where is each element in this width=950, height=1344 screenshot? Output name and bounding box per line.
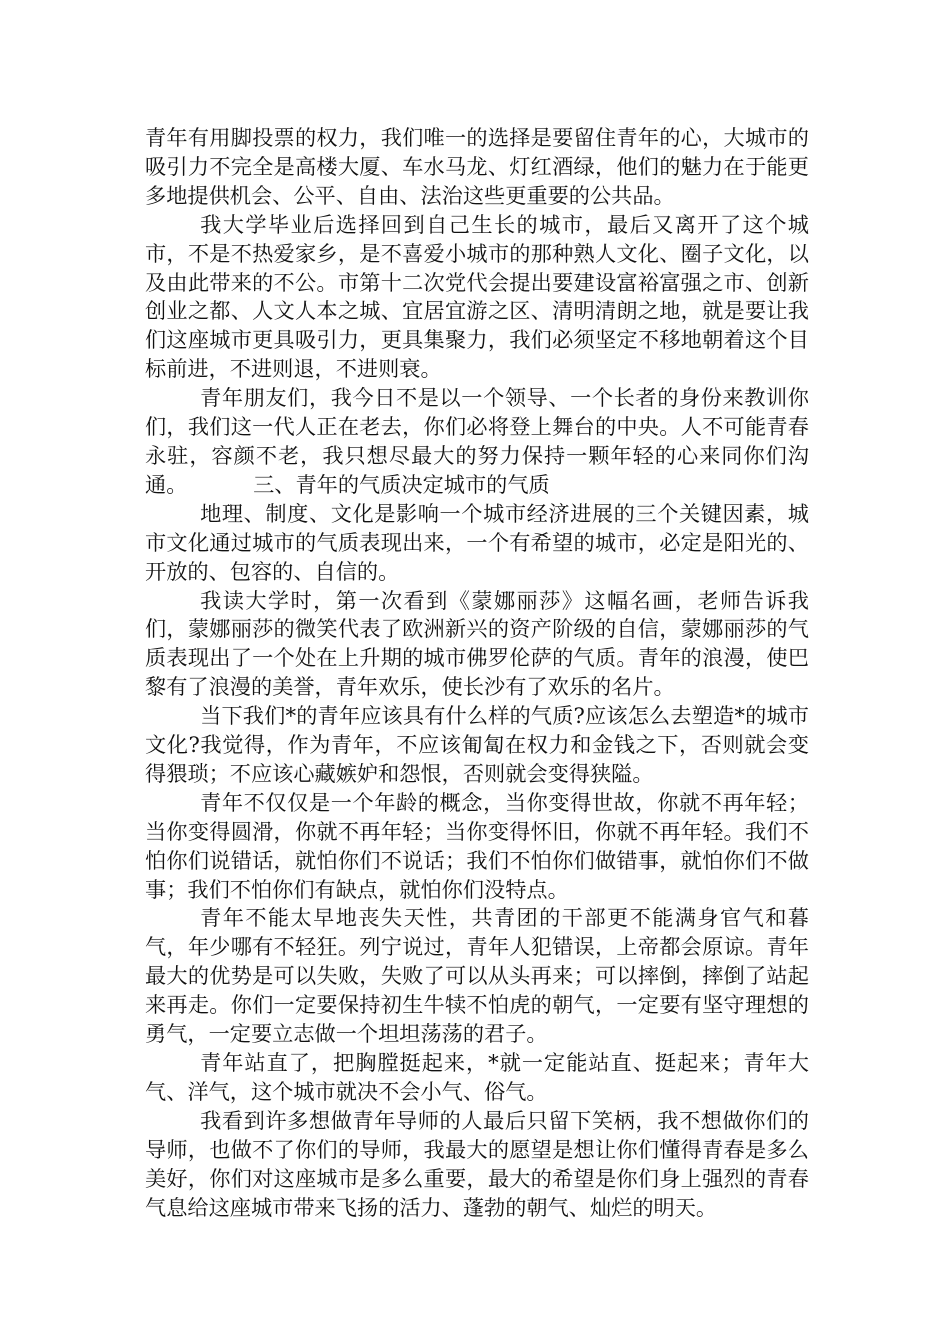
section-heading: 三、青年的气质决定城市的气质 bbox=[253, 471, 550, 497]
paragraph-3-text: 青年朋友们，我今日不是以一个领导、一个长者的身份来教训你们，我们这一代人正在老去，你们必将登上舞台的中央。人不可能青春永驻，容颜不老，我只想尽最大的努力保持一颗年轻的心来同你们沟通。 bbox=[145, 385, 809, 497]
paragraph-1: 青年有用脚投票的权力，我们唯一的选择是要留住青年的心，大城市的吸引力不完全是高楼大厦、车水马龙、灯红酒绿，他们的魅力在于能更多地提供机会、公平、自由、法治这些更重要的公共品。 bbox=[145, 125, 809, 208]
paragraph-9: 青年站直了，把胸膛挺起来，*就一定能站直、挺起来；青年大气、洋气，这个城市就决不会小气、俗气。 bbox=[145, 1050, 809, 1104]
paragraph-5: 我读大学时，第一次看到《蒙娜丽莎》这幅名画，老师告诉我们，蒙娜丽莎的微笑代表了欧洲新兴的资产阶级的自信，蒙娜丽莎的气质表现出了一个处在上升期的城市佛罗伦萨的气质。青年的浪漫，使巴黎有了浪漫的美誉，青年欢乐，使长沙有了欢乐的名片。 bbox=[145, 587, 809, 700]
paragraph-4: 地理、制度、文化是影响一个城市经济进展的三个关键因素，城市文化通过城市的气质表现出来，一个有希望的城市，必定是阳光的、开放的、包容的、自信的。 bbox=[145, 500, 809, 584]
paragraph-6: 当下我们*的青年应该具有什么样的气质?应该怎么去塑造*的城市文化?我觉得，作为青年，不应该匍匐在权力和金钱之下，否则就会变得猥琐；不应该心藏嫉妒和怨恨，否则就会变得狭隘。 bbox=[145, 703, 809, 786]
paragraph-10: 我看到许多想做青年导师的人最后只留下笑柄，我不想做你们的导师，也做不了你们的导师，我最大的愿望是想让你们懂得青春是多么美好，你们对这座城市是多么重要，最大的希望是你们身上强烈的青春气息给这座城市带来飞扬的活力、蓬勃的朝气、灿烂的明天。 bbox=[145, 1107, 809, 1220]
paragraph-7: 青年不仅仅是一个年龄的概念，当你变得世故，你就不再年轻；当你变得圆滑，你就不再年轻；当你变得怀旧，你就不再年轻。我们不怕你们说错话，就怕你们不说话；我们不怕你们做错事，就怕你们不做事；我们不怕你们有缺点，就怕你们没特点。 bbox=[145, 789, 809, 902]
paragraph-2: 我大学毕业后选择回到自己生长的城市，最后又离开了这个城市，不是不热爱家乡，是不喜爱小城市的那种熟人文化、圈子文化，以及由此带来的不公。市第十二次党代会提出要建设富裕富强之市、创新创业之都、人文人本之城、宜居宜游之区、清明清朗之地，就是要让我们这座城市更具吸引力，更具集聚力，我们必须坚定不移地朝着这个目标前进，不进则退，不进则衰。 bbox=[145, 211, 809, 382]
paragraph-8: 青年不能太早地丧失天性，共青团的干部更不能满身官气和暮气，年少哪有不轻狂。列宁说过，青年人犯错误，上帝都会原谅。青年最大的优势是可以失败，失败了可以从头再来；可以摔倒，摔倒了站起来再走。你们一定要保持初生牛犊不怕虎的朝气，一定要有坚守理想的勇气，一定要立志做一个坦坦荡荡的君子。 bbox=[145, 905, 809, 1047]
document-page bbox=[145, 124, 809, 1222]
paragraph-3 bbox=[145, 384, 809, 500]
